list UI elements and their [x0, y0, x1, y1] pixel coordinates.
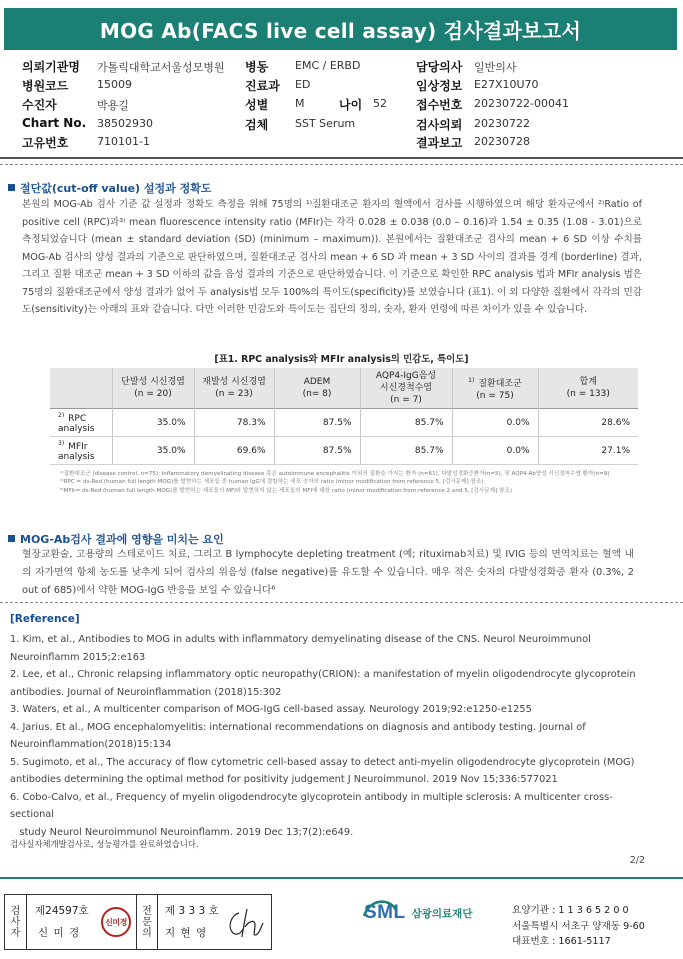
- col6-line1: 합계: [579, 377, 597, 387]
- factors-section-text: 혈장교환술, 고용량의 스테로이드 치료, 그리고 B lymphocyte depleting treatment (예; rituximab치료) 및 IVIG 등의 면역치료는 혈액 내의 자가면역 항체 농도를 낮추게 되어 검사의 위음성 (false negative)를 유도할 수 있습니다. 매우 적은 숫자의 다발성경화증 환자 (0.3%, 2 out of 685)에서 약한 MOG-IgG 반응을 보일 수 있습니다⁶: [22, 549, 634, 596]
- col1-line1: 단발성 시신경염: [121, 377, 185, 387]
- reviewer-head-char: 전: [142, 905, 152, 917]
- table-cell: 0.0%: [452, 409, 538, 437]
- reviewer-head-char: 문: [142, 916, 152, 928]
- sex-value: M: [295, 97, 305, 110]
- table-cell: 87.5%: [274, 409, 360, 437]
- table-header-col5: [452, 368, 538, 409]
- reference-item: 1. Kim, et al., Antibodies to MOG in adults with inflammatory demyelinating disease of the CNS. Neurol Neuroimmunol Neuroinflamm 2015;2:e163: [10, 634, 591, 663]
- row-label-text: MFIr analysis: [58, 441, 95, 462]
- cutoff-section-text: 본원의 MOG-Ab 검사 기준 값 설정과 정확도 측정을 위해 75명의 ¹⁾질환대조군 환자의 혈액에서 검사를 시행하였으며 해당 환자군에서 ²⁾Ratio of positive cell (RPC)과³⁾ mean fluorescence intensity ratio (MFIr)는 각각 0.028 ± 0.038 (0.0 – 0.16)과 1.54 ± 0.35 (1.08 - 3.01)으로 측정되었습니다 (mean ± standard deviation (SD) (minimum – maximum)). 본원에서는 질환대조군 검사의 mean + 6 SD 이상 수치를 MOG-Ab 검사의 양성 결과의 기준으로 판단하였으며, 질환대조군 검사의 mean + 6 SD 과 mean + 3 SD 사이의 결과를 경계 (borderline) 결과, 그리고 질환 대조군 mean + 3 SD 이하의 값을 음성 결과의 기준으로 판단하였습니다. 이 기준으로 확인한 RPC analysis 법과 MFIr analysis 법은 75명의 질환대조군에서 양성 결과가 없어 두 analysis법 모두 100%의 특이도(specificity)를 보였습니다 (표1). 이 외 다양한 질환에서 각각의 민감도(sensitivity)는 아래의 표와 같습니다. 다만 이러한 민감도와 특이도는 집단의 정의, 숫자, 환자 연령에 따른 차이가 있을 수 있습니다.: [22, 199, 642, 315]
- table-cell: 85.7%: [360, 437, 452, 465]
- table-header-row: [50, 368, 638, 409]
- table-header-col3: [274, 368, 360, 409]
- lab-phone: 대표번호 : 1661-5117: [512, 936, 611, 948]
- table-cell: 28.6%: [538, 409, 638, 437]
- unique-no-label: 고유번호: [22, 136, 69, 150]
- col5-footnote-mark: 1): [468, 376, 475, 384]
- reviewer-license-no: 제 3 3 3 호: [165, 905, 219, 917]
- examiner-head-char: 검: [10, 905, 21, 917]
- reference-item: study Neurol Neuroimmunol Neuroinflamm. 2019 Dec 13;7(2):e649.: [10, 826, 354, 838]
- specimen-value: SST Serum: [295, 117, 356, 130]
- references-divider: [0, 602, 683, 603]
- doctor-value: 일반의사: [474, 61, 517, 74]
- col5-line2: (n = 75): [476, 390, 514, 401]
- table-header-col4: [360, 368, 452, 409]
- page-number: 2/2: [629, 855, 645, 866]
- age-label: 나이: [339, 98, 363, 112]
- institution-value: 가톨릭대학교서울성모병원: [97, 61, 225, 74]
- table-cell: 78.3%: [194, 409, 274, 437]
- table-footnotes: [60, 470, 640, 495]
- row-label: [50, 437, 112, 465]
- references-heading: [Reference]: [10, 613, 80, 625]
- factors-section-heading: [8, 531, 224, 547]
- reviewer-heading: [136, 895, 158, 949]
- footnote: ³⁾MFIr= ds-Red (human full length MOG)를 발현하는 세포들의 MFI와 발현하지 않는 세포들의 MFI에 대한 ratio (minor modification from reference 2 and 5, [검사문제] 참조): [60, 487, 513, 494]
- lab-info: [512, 903, 645, 950]
- closing-note: 검사실자체개발검사로, 성능평가를 완료하였습니다.: [10, 839, 199, 849]
- examiner-seal: 신미경: [101, 907, 131, 937]
- logo-mark: SML: [364, 902, 406, 923]
- row-label: [50, 409, 112, 437]
- clinical-value: E27X10U70: [474, 78, 539, 91]
- row-footnote-mark: 2): [58, 411, 65, 419]
- reference-item: 6. Cobo-Calvo, et al., Frequency of myelin oligodendrocyte glycoprotein antibody in multiple sclerosis: A multicenter cross-sectional: [10, 791, 613, 820]
- reference-item: 4. Jarius. Et al., MOG encephalomyelitis: international recommendations on diagnosis and antibody testing. Journal of Neuroinflammation(2018)15:134: [10, 721, 586, 750]
- table-header-corner: [50, 368, 112, 409]
- lab-logo: [364, 902, 472, 924]
- examinee-label: 수진자: [22, 98, 57, 112]
- col2-line1: 재발성 시신경염: [202, 377, 266, 387]
- square-bullet-icon: [8, 184, 15, 191]
- sensitivity-table: [50, 368, 638, 465]
- signature-box: [4, 894, 272, 950]
- reviewer-name: 지 현 영: [165, 927, 208, 939]
- examiner-heading: [5, 895, 27, 949]
- report-date-value: 20230728: [474, 135, 530, 148]
- table-row: [50, 437, 638, 465]
- factors-heading-text: MOG-Ab검사 결과에 영향을 미치는 요인: [20, 533, 224, 546]
- table-header-col1: [112, 368, 194, 409]
- cutoff-section-heading: [8, 180, 211, 196]
- table-row: [50, 409, 638, 437]
- sml-logo-icon: [360, 896, 400, 930]
- receipt-no-value: 20230722-00041: [474, 97, 569, 110]
- request-date-value: 20230722: [474, 117, 530, 130]
- examiner-license-no: 제24597호: [35, 905, 89, 917]
- header-dashed-divider: [0, 164, 683, 165]
- logo-name: 삼광의료재단: [411, 907, 473, 920]
- request-date-label: 검사의뢰: [416, 118, 463, 132]
- table-cell: 85.7%: [360, 409, 452, 437]
- lab-code: 요양기관 : 1 1 3 6 5 2 0 0: [512, 905, 629, 916]
- age-value: 52: [373, 97, 387, 110]
- ward-value: EMC / ERBD: [295, 59, 361, 72]
- reference-item: 3. Waters, et al., A multicenter comparison of MOG-IgG cell-based assay. Neurology 2019;92:e1250-e1255: [10, 704, 532, 715]
- patient-info: [0, 56, 683, 154]
- footnote: ¹⁾질환대조군 (disease control, n=75): inflammatory demyelinating disease 혹은 autoimmune encephalitis 이외의 질환을 가지는 환자 (n=61), 다발성경화증환자(n=5), 및 AQP4-Ab양성 시신경척수염 환자(n=9): [60, 471, 610, 477]
- table-cell: 87.5%: [274, 437, 360, 465]
- clinical-label: 임상정보: [416, 79, 463, 93]
- cutoff-heading-text: 절단값(cut-off value) 설정과 정확도: [20, 182, 212, 195]
- sex-label: 성별: [245, 98, 269, 112]
- row-footnote-mark: 3): [58, 439, 65, 447]
- institution-label: 의뢰기관명: [22, 60, 80, 74]
- col3-line2: (n= 8): [302, 389, 332, 399]
- hospital-code-value: 15009: [97, 78, 132, 91]
- footer-divider: [0, 877, 683, 879]
- reference-item: 2. Lee, et al., Chronic relapsing inflammatory optic neuropathy(CRION): a manifestation of myelin oligodendrocyte glycoprotein antibodies. Journal of Neuroinflammation (2018)15:302: [10, 669, 636, 698]
- examinee-value: 박용길: [97, 99, 129, 112]
- square-bullet-icon: [8, 535, 15, 542]
- col1-line2: (n = 20): [134, 389, 172, 399]
- receipt-no-label: 접수번호: [416, 98, 463, 112]
- chart-no-value: 38502930: [97, 117, 153, 130]
- chart-no-label: Chart No.: [22, 116, 87, 130]
- col5-line1: 질환대조군: [478, 378, 522, 389]
- table-header-col6: [538, 368, 638, 409]
- dept-value: ED: [295, 78, 311, 91]
- reference-item: 5. Sugimoto, et al., The accuracy of flow cytometric cell-based assay to detect anti-myelin oligodendrocyte glycoprotein (MOG) antibodies determining the optimal method for positivity judgement J Neuroimmunol. 2019 Nov 15;336:577021: [10, 756, 635, 785]
- examiner-head-char: 사: [10, 916, 21, 928]
- row-label-text: RPC analysis: [58, 413, 95, 434]
- header-divider: [0, 157, 683, 159]
- table-cell: 35.0%: [112, 437, 194, 465]
- report-title: MOG Ab(FACS live cell assay) 검사결과보고서: [4, 8, 677, 50]
- specimen-label: 검체: [245, 118, 269, 132]
- table-title: [표1. RPC analysis와 MFIr analysis의 민감도, 특이도]: [214, 354, 469, 365]
- hospital-code-label: 병원코드: [22, 79, 69, 93]
- doctor-label: 담당의사: [416, 60, 463, 74]
- examiner-head-char: 자: [10, 927, 21, 939]
- table-header-col2: [194, 368, 274, 409]
- footnote: ²⁾RPC = ds-Red (human full length MOG)를 발현하는 세포들 중 human IgG에 결합하는 세포 숫자의 ratio (minor modification from reference 5, [검사문제] 참조): [60, 479, 484, 486]
- examiner-name: 신 미 경: [38, 927, 81, 939]
- lab-address: 서울특별시 서초구 양재동 9-60: [512, 920, 645, 932]
- reviewer-head-char: 의: [142, 927, 152, 939]
- col4-line1: AQP4-IgG음성: [375, 371, 437, 381]
- col6-line2: (n = 133): [566, 389, 610, 399]
- ward-label: 병동: [245, 60, 269, 74]
- table-cell: 27.1%: [538, 437, 638, 465]
- report-date-label: 결과보고: [416, 136, 463, 150]
- dept-label: 진료과: [245, 79, 280, 93]
- unique-no-value: 710101-1: [97, 135, 150, 148]
- col4-line3: (n = 7): [390, 395, 422, 405]
- col2-line2: (n = 23): [215, 389, 253, 399]
- col3-line1: ADEM: [303, 377, 331, 387]
- table-cell: 35.0%: [112, 409, 194, 437]
- col4-line2: 시신경척수염: [379, 383, 433, 393]
- reviewer-signature: [225, 905, 265, 941]
- table-cell: 0.0%: [452, 437, 538, 465]
- table-cell: 69.6%: [194, 437, 274, 465]
- references-list: [10, 631, 650, 841]
